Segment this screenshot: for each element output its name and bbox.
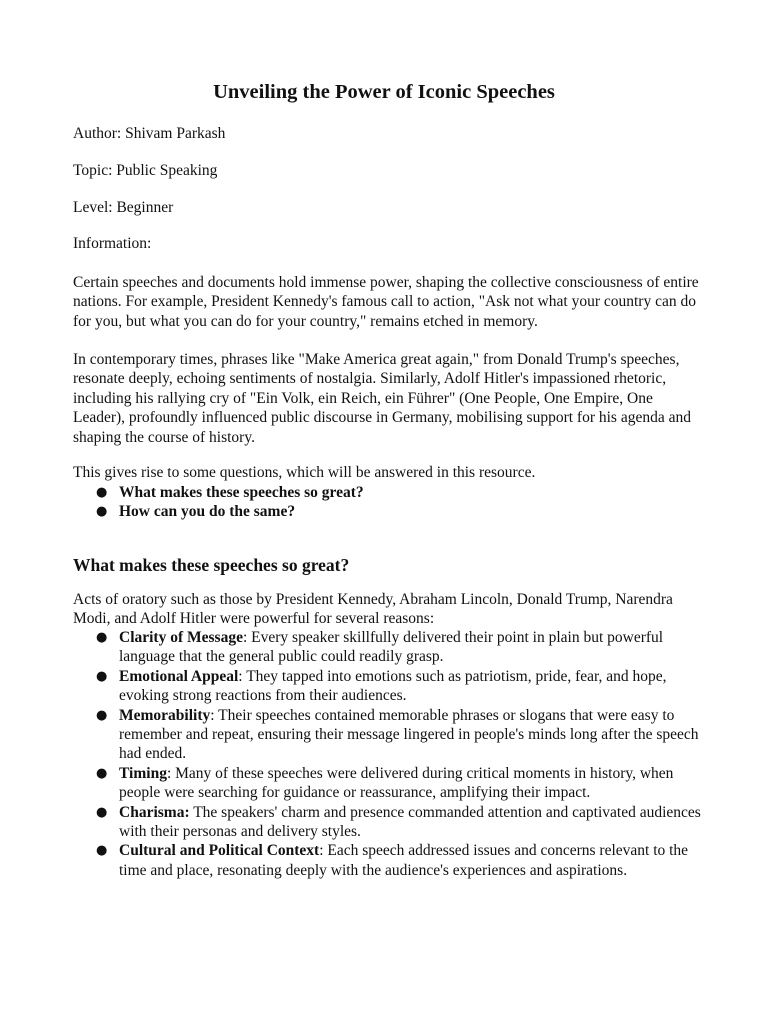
reason-term: Charisma: <box>119 803 190 821</box>
intro-paragraph-2: In contemporary times, phrases like "Make America great again," from Donald Trump's speeches, resonate deeply, echoing sentiments of nostalgia. Similarly, Adolf Hitler's impassioned rhetoric, including his rallying cry of "Ein Volk, ein Reich, ein Führer" (One People, One Empire, One Leader), profoundly influenced public discourse in Germany, mobilising support for his agenda and shaping the course of history. <box>73 351 691 446</box>
reason-text: : Every speaker skillfully delivered their point in plain but powerful language that the general public could readily grasp. <box>119 629 664 666</box>
list-item <box>73 667 703 706</box>
topic-line: Topic: Public Speaking <box>73 162 218 179</box>
reasons-list <box>73 628 703 880</box>
list-item <box>73 628 703 667</box>
bullet-icon: ● <box>96 804 108 820</box>
bullet-icon: ● <box>96 485 108 500</box>
reason-text: : Many of these speeches were delivered during critical moments in history, when people were searching for guidance or reassurance, amplifying their impact. <box>119 764 674 802</box>
level-line: Level: Beginner <box>73 199 174 216</box>
section-heading: What makes these speeches so great? <box>73 555 350 575</box>
bullet-icon: ● <box>96 843 108 859</box>
list-item <box>73 764 703 803</box>
reason-term: Emotional Appeal <box>119 667 239 685</box>
questions-list <box>73 483 703 522</box>
question-text: How can you do the same? <box>119 503 296 521</box>
reason-term: Clarity of Message <box>119 629 243 646</box>
document-title: Unveiling the Power of Iconic Speeches <box>213 81 555 103</box>
bullet-icon: ● <box>96 765 108 781</box>
question-text: What makes these speeches so great? <box>119 484 364 501</box>
author-line: Author: Shivam Parkash <box>73 125 226 142</box>
list-item <box>73 706 703 764</box>
reason-text: The speakers' charm and presence commanded attention and captivated audiences with their personas and delivery styles. <box>119 803 701 841</box>
bullet-icon: ● <box>96 504 108 520</box>
bullet-icon: ● <box>96 707 108 723</box>
reason-term: Memorability <box>119 706 211 724</box>
list-item <box>73 841 703 880</box>
bullet-icon: ● <box>96 630 108 645</box>
reason-text: : Each speech addressed issues and concerns relevant to the time and place, resonating deeply with the audience's experiences and aspirations. <box>119 842 689 879</box>
list-item <box>73 502 703 521</box>
list-item <box>73 483 703 502</box>
intro-paragraph-1: Certain speeches and documents hold immense power, shaping the collective consciousness of entire nations. For example, President Kennedy's famous call to action, "Ask not what your country can do for you, but what you can do for your country," remains etched in memory. <box>73 274 699 330</box>
information-label: Information: <box>73 235 152 252</box>
reason-term: Timing <box>119 764 167 782</box>
list-item <box>73 803 703 842</box>
section-intro: Acts of oratory such as those by President Kennedy, Abraham Lincoln, Donald Trump, Narendra Modi, and Adolf Hitler were powerful for several reasons: <box>73 591 673 628</box>
questions-intro: This gives rise to some questions, which will be answered in this resource. <box>73 464 536 481</box>
bullet-icon: ● <box>96 668 108 684</box>
reason-text: : They tapped into emotions such as patriotism, pride, fear, and hope, evoking strong reactions from their audiences. <box>119 667 667 705</box>
reason-text: : Their speeches contained memorable phrases or slogans that were easy to remember and repeat, ensuring their message lingered in people's minds long after the speech had ended. <box>119 706 699 763</box>
reason-term: Cultural and Political Context <box>119 842 320 860</box>
